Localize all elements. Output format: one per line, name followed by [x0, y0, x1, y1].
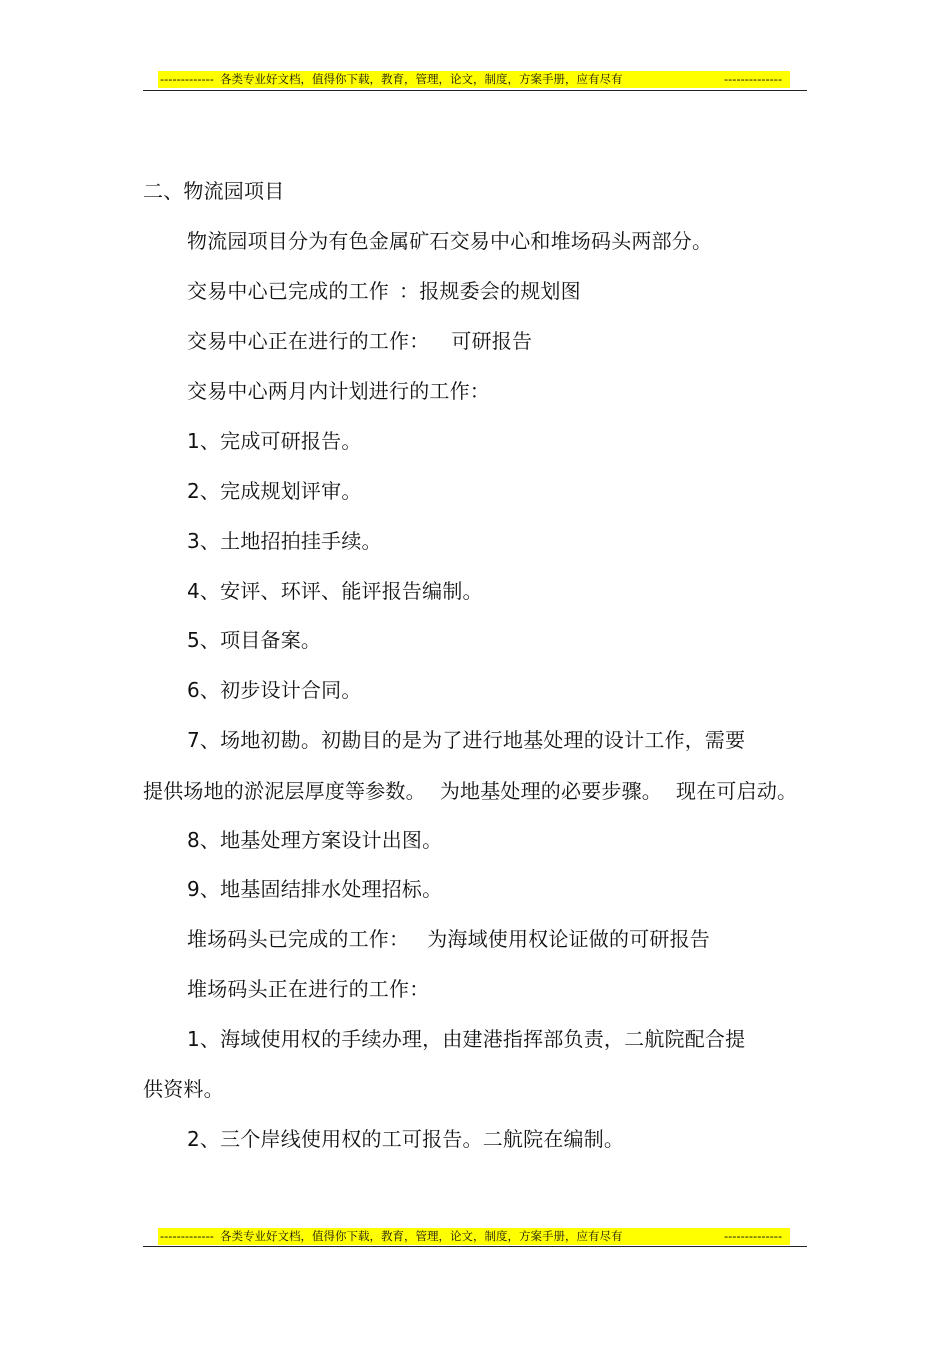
dock-item-1: 1、海域使用权的手续办理，由建港指挥部负责，二航院配合提 — [187, 1027, 746, 1051]
footer-rule — [143, 1246, 807, 1247]
plan-item-7-cont-part2: 为地基处理的必要步骤。 — [439, 779, 663, 803]
intro-paragraph: 物流园项目分为有色金属矿石交易中心和堆场码头两部分。 — [187, 229, 713, 253]
footer-banner — [158, 1228, 790, 1245]
dock-done-value: 为海域使用权论证做的可研报告 — [427, 927, 711, 951]
plan-item-5: 5、项目备案。 — [187, 628, 322, 652]
plan-item-1: 1、完成可研报告。 — [187, 429, 362, 453]
plan-item-2: 2、完成规划评审。 — [187, 479, 362, 503]
dock-item-1-continuation: 供资料。 — [143, 1077, 224, 1101]
footer-dash-right: -------------- — [724, 1229, 783, 1243]
footer-dash-left: ------------- — [160, 1229, 214, 1243]
header-dash-left: ------------- — [160, 72, 214, 86]
trade-plan-label: 交易中心两月内计划进行的工作： — [187, 379, 490, 403]
plan-item-8: 8、地基处理方案设计出图。 — [187, 828, 443, 852]
plan-item-3: 3、土地招拍挂手续。 — [187, 529, 382, 553]
trade-done-line — [187, 278, 581, 304]
dock-done-line — [187, 926, 710, 952]
section-title: 二、物流园项目 — [143, 179, 285, 203]
header-banner — [158, 71, 790, 88]
footer-text: 各类专业好文档，值得你下载，教育，管理，论文，制度，方案手册，应有尽有 — [220, 1229, 623, 1243]
dock-item-2: 2、三个岸线使用权的工可报告。二航院在编制。 — [187, 1127, 625, 1151]
trade-done-value: 报规委会的规划图 — [419, 279, 581, 303]
plan-item-6: 6、初步设计合同。 — [187, 678, 362, 702]
trade-ongoing-line — [187, 328, 532, 354]
plan-item-7-cont-part1: 提供场地的淤泥层厚度等参数。 — [143, 779, 426, 803]
trade-ongoing-label: 交易中心正在进行的工作： — [187, 329, 430, 353]
plan-item-4: 4、安评、环评、能评报告编制。 — [187, 579, 483, 603]
header-rule — [143, 90, 807, 91]
trade-done-label: 交易中心已完成的工作 — [187, 279, 389, 303]
header-dash-right: -------------- — [724, 72, 783, 86]
plan-item-9: 9、地基固结排水处理招标。 — [187, 877, 443, 901]
plan-item-7-cont-part3: 现在可启动。 — [676, 779, 798, 803]
dock-ongoing-label: 堆场码头正在进行的工作： — [187, 977, 430, 1001]
header-text: 各类专业好文档，值得你下载，教育，管理，论文，制度，方案手册，应有尽有 — [220, 72, 623, 86]
dock-done-label: 堆场码头已完成的工作： — [187, 927, 410, 951]
plan-item-7: 7、场地初勘。初勘目的是为了进行地基处理的设计工作，需要 — [187, 728, 746, 752]
trade-ongoing-value: 可研报告 — [451, 329, 533, 353]
trade-done-colon: ： — [399, 279, 420, 303]
plan-item-7-continuation — [143, 778, 797, 804]
